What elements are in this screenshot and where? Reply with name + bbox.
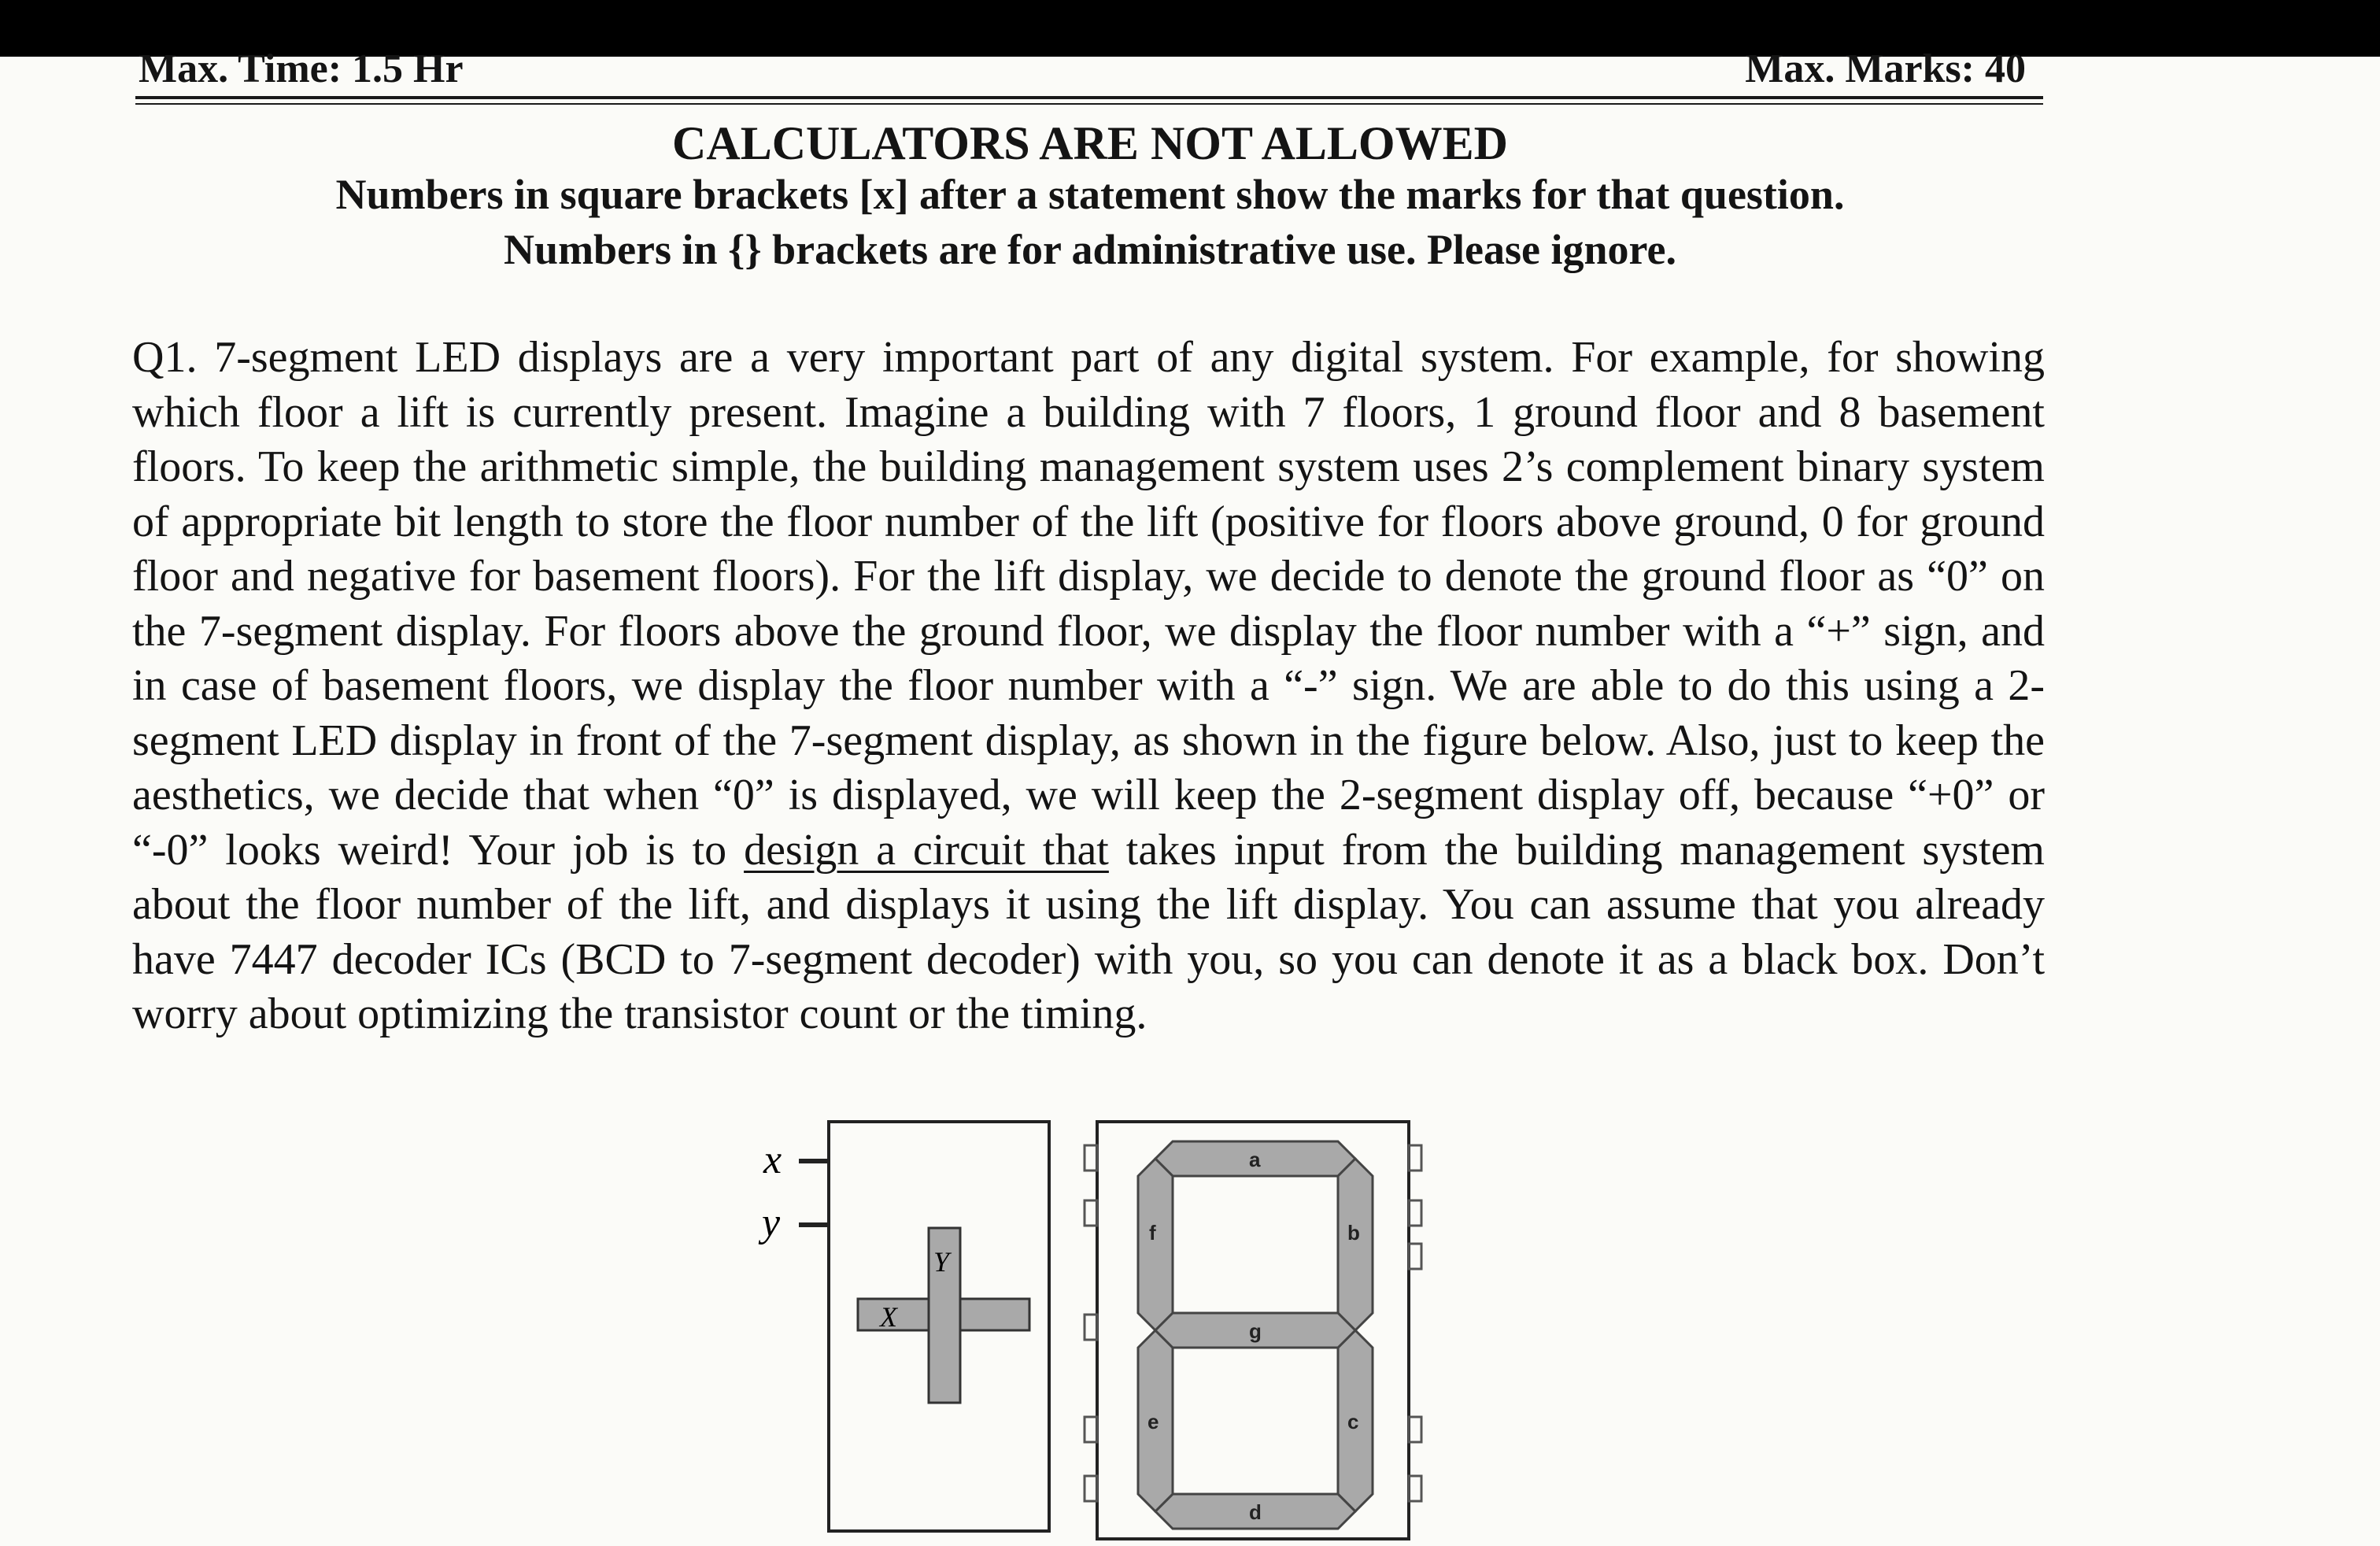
segment-y-label: Y (933, 1246, 950, 1278)
question-1 (132, 331, 2045, 1042)
segment-a-label: a (1249, 1148, 1261, 1171)
segment-b (1338, 1159, 1373, 1330)
seven-segment-display (1085, 1122, 1421, 1539)
left-pins (1085, 1145, 1097, 1501)
question-text-part-2: takes input from the building management system about the floor number of the lift, and displays it using the lift display. You can assume that you already have 7447 decoder ICs (BCD to 7-segment decoder) with you, so you can denote it as a black box. Don’t worry about optimizing the transistor count or the timing. (132, 825, 2045, 1038)
header-rule (135, 96, 2043, 99)
segment-e-label: e (1148, 1410, 1159, 1433)
right-pins (1409, 1145, 1421, 1501)
instructions-title: CALCULATORS ARE NOT ALLOWED (672, 117, 1508, 169)
segment-x-label: X (880, 1301, 897, 1333)
instructions-line-2: Numbers in {} brackets are for administrative use. Please ignore. (504, 226, 1676, 273)
question-label: Q1. (132, 333, 198, 382)
segment-f (1138, 1159, 1173, 1330)
header-rule-thin (135, 103, 2043, 105)
segment-d-label: d (1249, 1500, 1262, 1524)
two-segment-display (758, 1122, 1049, 1531)
question-text-part-1: 7-segment LED displays are a very important part of any digital system. For example, for showing which floor a lift is currently present. Imagine a building with 7 floors, 1 ground floor and 8 basement floors. To keep the arithmetic simple, the building management system uses 2’s complement binary system of appropriate bit length to store the floor number of the lift (positive for floors above ground, 0 for ground floor and negative for basement floors). For the lift display, we decide to denote the ground floor as “0” on the 7-segment display. For floors above the ground floor, we display the floor number with a “+” sign, and in case of basement floors, we display the floor number with a “-” sign. We are able to do this using a 2-segment LED display in front of the 7-segment display, as shown in the figure below. Also, just to keep the aesthetics, we decide that when “0” is displayed, we will keep the 2-segment display off, because “+0” or “-0” looks weird! Your job is to (132, 333, 2046, 875)
pin-label-x: x (763, 1137, 782, 1182)
instructions-line-1: Numbers in square brackets [x] after a statement show the marks for that question. (335, 171, 1845, 218)
max-marks: Max. Marks: 40 (1745, 46, 2026, 91)
segment-b-label: b (1347, 1221, 1360, 1245)
segment-f-label: f (1149, 1221, 1156, 1245)
segment-c-label: c (1347, 1410, 1359, 1433)
pin-label-y: y (762, 1200, 781, 1245)
question-underlined-text: design a circuit that (744, 825, 1109, 875)
max-time: Max. Time: 1.5 Hr (139, 46, 464, 91)
lift-display-figure (748, 1118, 1456, 1543)
segment-g-label: g (1249, 1319, 1262, 1343)
